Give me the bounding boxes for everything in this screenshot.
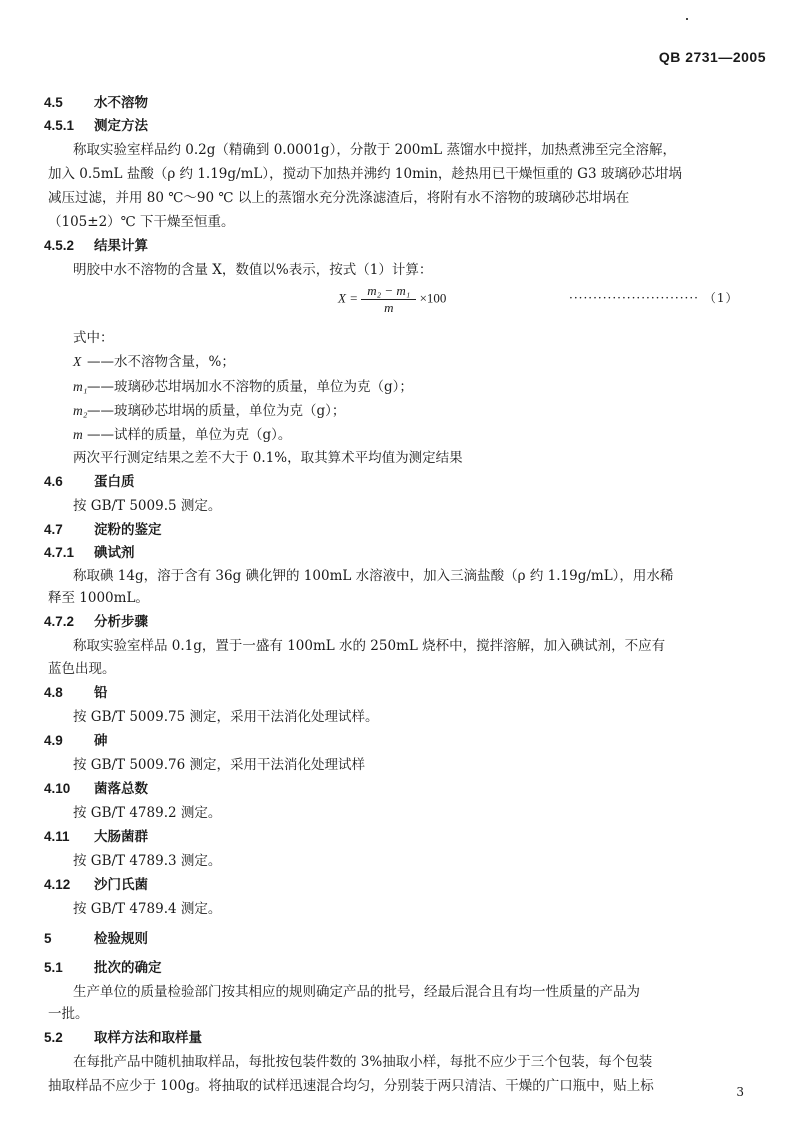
section-number: 4.12 (44, 877, 71, 892)
where-label: 式中： (73, 330, 114, 346)
paragraph-line: 释至 1000mL。 (48, 590, 149, 606)
section-4-7-2-heading (44, 610, 148, 630)
section-4-5-1-heading (44, 114, 148, 134)
paragraph-line: 两次平行测定结果之差不大于 0.1%，取其算术平均值为测定结果 (73, 450, 463, 466)
section-5-heading (44, 927, 148, 947)
section-title: 沙门氏菌 (94, 877, 148, 892)
formula-number: （1） (703, 291, 739, 305)
section-number: 4.9 (44, 733, 63, 748)
paragraph-line: （105±2）℃ 下干燥至恒重。 (48, 214, 235, 230)
paragraph-line: 一批。 (48, 1006, 89, 1022)
section-title: 铅 (94, 685, 108, 700)
variable-desc: ——水不溶物含量，%； (87, 354, 235, 370)
section-title: 批次的确定 (94, 960, 162, 975)
section-title: 砷 (94, 733, 108, 748)
section-title: 分析步骤 (94, 614, 148, 629)
paragraph-line: 生产单位的质量检验部门按其相应的规则确定产品的批号，经最后混合且有均一性质量的产品为 (73, 984, 640, 1000)
paragraph-line: 按 GB/T 5009.5 测定。 (73, 498, 222, 514)
section-number: 4.6 (44, 474, 63, 489)
section-title: 水不溶物 (94, 95, 148, 110)
formula-leader-dots: ··························· （1） (569, 291, 739, 305)
formula-lhs: X = (338, 290, 358, 306)
section-4-5-heading (44, 91, 148, 111)
section-title: 取样方法和取样量 (94, 1030, 202, 1045)
paragraph-line: 在每批产品中随机抽取样品，每批按包装件数的 3%抽取小样，每批不应少于三个包装，每个包装 (73, 1054, 653, 1070)
section-number: 4.7 (44, 522, 63, 537)
variable-row (73, 399, 345, 419)
paragraph-line: 按 GB/T 4789.2 测定。 (73, 805, 222, 821)
paragraph-line: 加入 0.5mL 盐酸（ρ 约 1.19g/mL），搅动下加热并沸约 10min，趁热用已干燥恒重的 G3 玻璃砂芯坩埚 (48, 166, 682, 182)
variable-row (73, 423, 291, 443)
section-title: 碘试剂 (94, 545, 135, 560)
variable-symbol: X (73, 354, 82, 369)
section-title: 测定方法 (94, 118, 148, 133)
formula-denominator: m (384, 300, 394, 315)
section-title: 蛋白质 (94, 474, 135, 489)
section-title: 淀粉的鉴定 (94, 522, 162, 537)
section-4-12-heading (44, 873, 148, 893)
document-code: QB 2731—2005 (658, 49, 766, 65)
section-number: 4.5 (44, 95, 63, 110)
section-4-7-1-heading (44, 541, 135, 561)
formula-1 (338, 283, 446, 316)
section-title: 菌落总数 (94, 781, 148, 796)
section-number: 4.11 (44, 829, 70, 844)
variable-desc: ——玻璃砂芯坩埚的质量，单位为克（g）； (87, 403, 346, 419)
section-5-2-heading (44, 1026, 202, 1046)
paragraph-line: 明胶中水不溶物的含量 X，数值以%表示，按式（1）计算： (73, 262, 433, 278)
section-number: 4.5.1 (44, 118, 75, 133)
formula-numerator: m₂ − m₁ (361, 283, 416, 300)
paragraph-line: 称取实验室样品 0.1g，置于一盛有 100mL 水的 250mL 烧杯中，搅拌溶解，加入碘试剂，不应有 (73, 638, 666, 654)
section-number: 4.7.2 (44, 614, 75, 629)
formula-fraction (361, 283, 416, 316)
section-title: 结果计算 (94, 238, 148, 253)
section-number: 4.10 (44, 781, 71, 796)
variable-symbol: m (73, 427, 83, 442)
section-number: 5 (44, 931, 52, 946)
paragraph-line: 蓝色出现。 (48, 661, 116, 677)
section-title: 检验规则 (94, 931, 148, 946)
section-4-5-2-heading (44, 234, 148, 254)
scan-speck (686, 18, 688, 20)
section-title: 大肠菌群 (94, 829, 148, 844)
section-number: 5.1 (44, 960, 63, 975)
paragraph-line: 减压过滤，并用 80 ℃～90 ℃ 以上的蒸馏水充分洗涤滤渣后，将附有水不溶物的玻璃砂芯坩埚在 (48, 190, 630, 206)
section-4-6-heading (44, 470, 135, 490)
section-4-10-heading (44, 777, 148, 797)
page-number: 3 (736, 1085, 744, 1099)
variable-row (73, 350, 235, 370)
section-4-11-heading (44, 825, 148, 845)
paragraph-line: 称取碘 14g，溶于含有 36g 碘化钾的 100mL 水溶液中，加入三滴盐酸（ρ 约 1.19g/mL），用水稀 (73, 568, 674, 584)
paragraph-line: 按 GB/T 5009.75 测定，采用干法消化处理试样。 (73, 709, 379, 725)
paragraph-line: 按 GB/T 4789.4 测定。 (73, 901, 222, 917)
section-number: 4.8 (44, 685, 63, 700)
paragraph-line: 按 GB/T 5009.76 测定，采用干法消化处理试样 (73, 757, 365, 773)
paragraph-line: 按 GB/T 4789.3 测定。 (73, 853, 222, 869)
section-number: 5.2 (44, 1030, 63, 1045)
variable-desc: ——试样的质量，单位为克（g）。 (87, 427, 292, 443)
formula-multiplier: ×100 (419, 290, 447, 306)
section-4-8-heading (44, 681, 108, 701)
section-4-9-heading (44, 729, 108, 749)
variable-row (73, 375, 413, 395)
section-number: 4.7.1 (44, 545, 75, 560)
paragraph-line: 抽取样品不应少于 100g。将抽取的试样迅速混合均匀，分别装于两只清洁、干燥的广口瓶中，贴上标 (48, 1078, 654, 1094)
variable-symbol: m₁ (73, 379, 88, 394)
variable-symbol: m₂ (73, 403, 88, 418)
section-number: 4.5.2 (44, 238, 75, 253)
section-4-7-heading (44, 518, 162, 538)
paragraph-line: 称取实验室样品约 0.2g（精确到 0.0001g），分散于 200mL 蒸馏水中搅拌，加热煮沸至完全溶解， (73, 142, 676, 158)
section-5-1-heading (44, 956, 162, 976)
variable-desc: ——玻璃砂芯坩埚加水不溶物的质量，单位为克（g）； (87, 379, 413, 395)
